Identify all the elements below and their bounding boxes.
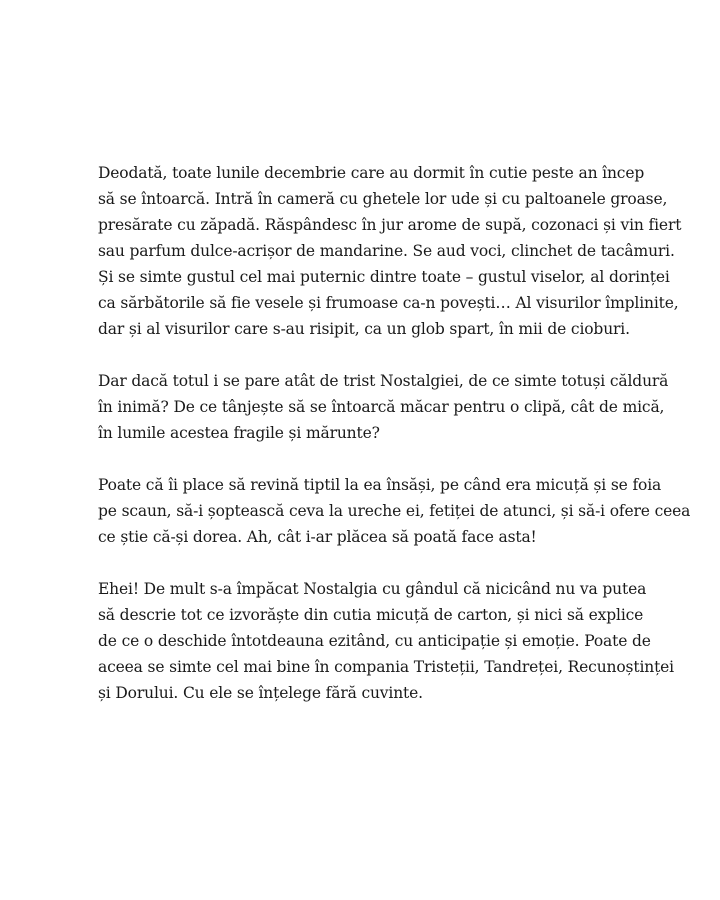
text-line: în inimă? De ce tânjește să se întoarcă măcar pentru o clipă, cât de mică, xyxy=(98,398,665,416)
paragraph-4 xyxy=(98,576,674,706)
text-line: dar și al visurilor care s-au risipit, ca un glob spart, în mii de cioburi. xyxy=(98,320,630,338)
text-line: aceea se simte cel mai bine în compania Tristeții, Tandreței, Recunoștinței xyxy=(98,658,674,676)
paragraph-3 xyxy=(98,472,691,550)
body-text xyxy=(98,160,691,732)
text-line: și Dorului. Cu ele se înțelege fără cuvinte. xyxy=(98,684,423,702)
text-line: Poate că îi place să revină tiptil la ea însăși, pe când era micuță și se foia xyxy=(98,476,662,494)
text-line: pe scaun, să-i șoptească ceva la ureche ei, fetiței de atunci, și să-i ofere ceea xyxy=(98,502,691,520)
text-line: sau parfum dulce-acrișor de mandarine. Se aud voci, clinchet de tacâmuri. xyxy=(98,242,675,260)
text-line: Ehei! De mult s-a împăcat Nostalgia cu gândul că nicicând nu va putea xyxy=(98,580,647,598)
text-line: ca sărbătorile să fie vesele și frumoase ca-n povești… Al visurilor împlinite, xyxy=(98,294,679,312)
text-line: să se întoarcă. Intră în cameră cu ghetele lor ude și cu paltoanele groase, xyxy=(98,190,668,208)
paragraph-1 xyxy=(98,160,682,342)
paragraph-2 xyxy=(98,368,669,446)
text-line: în lumile acestea fragile și mărunte? xyxy=(98,424,380,442)
text-line: să descrie tot ce izvorăște din cutia micuță de carton, și nici să explice xyxy=(98,606,644,624)
text-line: Deodată, toate lunile decembrie care au dormit în cutie peste an încep xyxy=(98,164,645,182)
text-line: Și se simte gustul cel mai puternic dintre toate – gustul viselor, al dorinței xyxy=(98,268,670,286)
text-line: Dar dacă totul i se pare atât de trist Nostalgiei, de ce simte totuși căldură xyxy=(98,372,669,390)
text-line: ce știe că-și dorea. Ah, cât i-ar plăcea să poată face asta! xyxy=(98,528,537,546)
text-line: presărate cu zăpadă. Răspândesc în jur arome de supă, cozonaci și vin fiert xyxy=(98,216,682,234)
text-line: de ce o deschide întotdeauna ezitând, cu anticipație și emoție. Poate de xyxy=(98,632,651,650)
